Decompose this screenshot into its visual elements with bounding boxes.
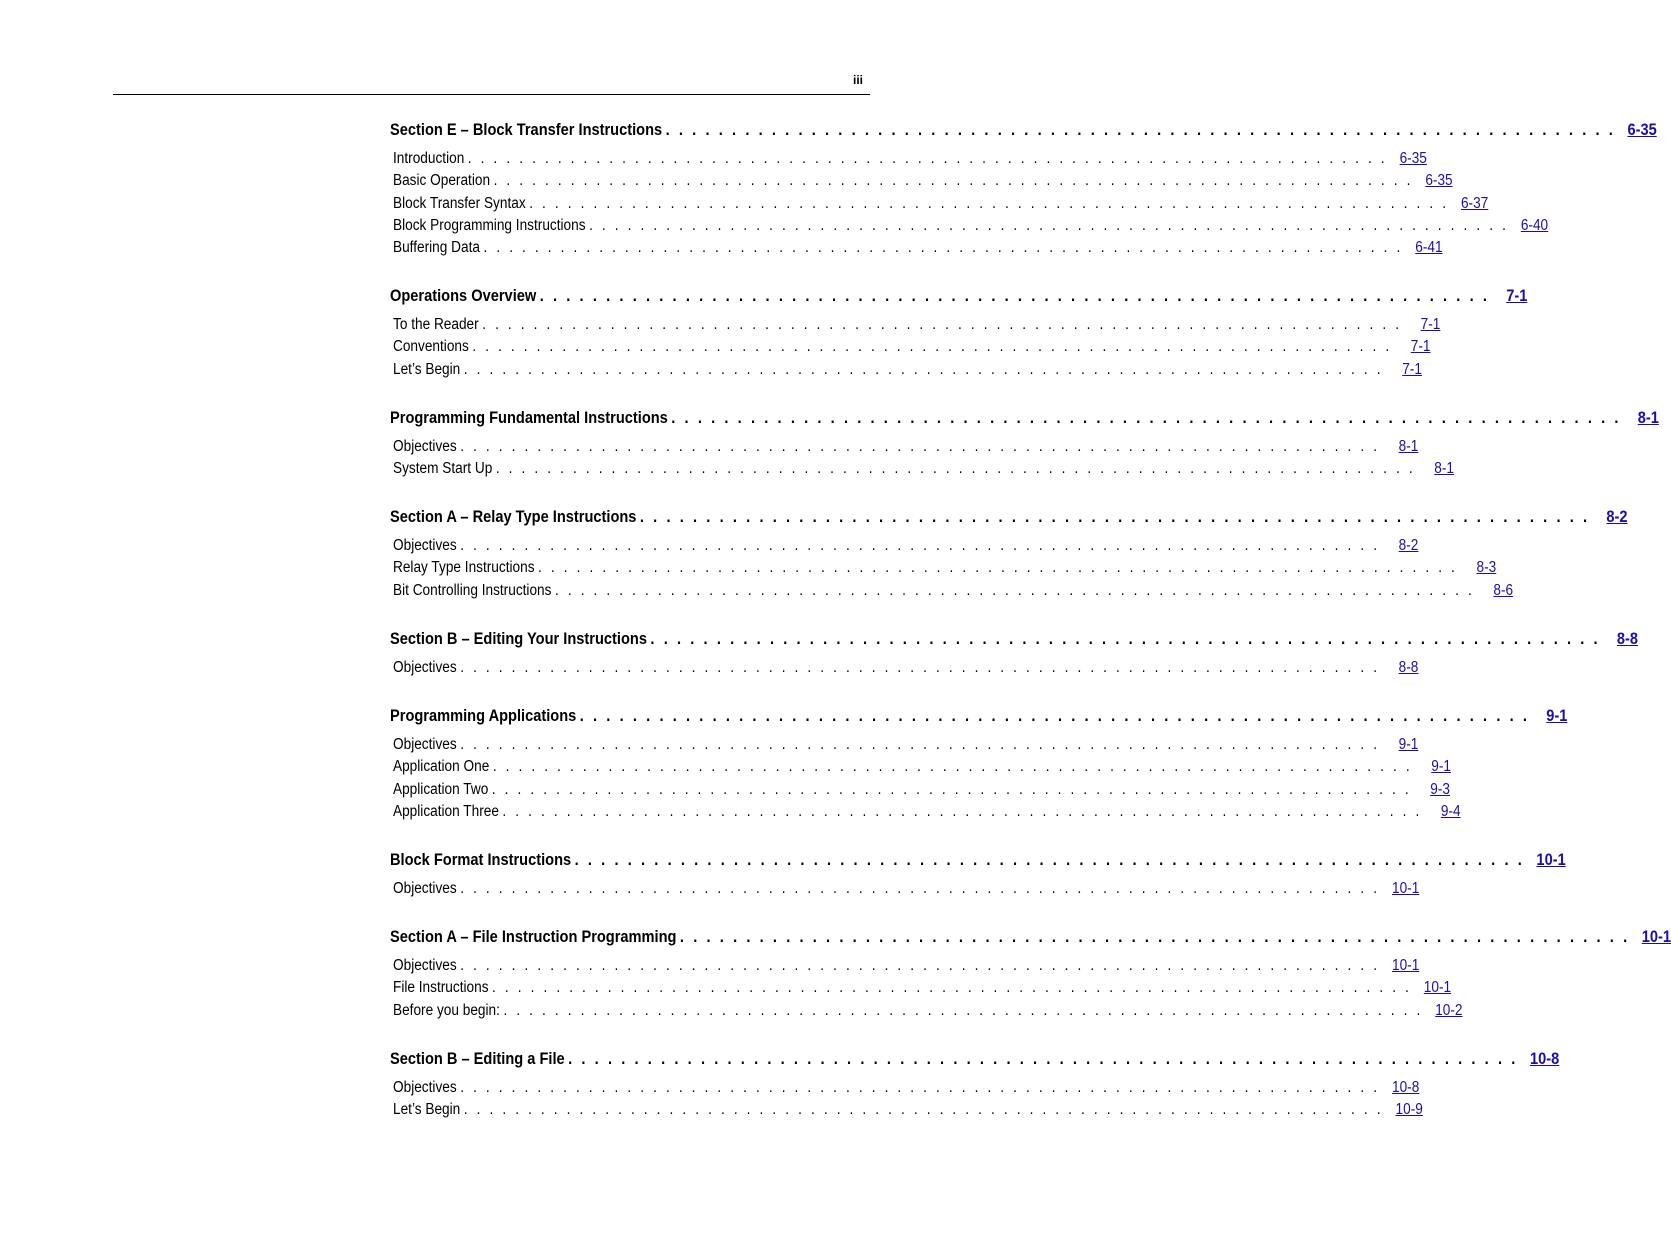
toc-item-title: Application Two [393,780,489,798]
page-number: iii [852,73,863,87]
toc-section-page-link[interactable]: 8-1 [1637,408,1659,427]
toc-item-page-link[interactable]: 6-35 [1399,150,1427,167]
toc-section-heading [390,927,1671,949]
toc-item-title: Objectives [393,537,457,554]
toc-item [393,780,1450,803]
toc-item-page-link[interactable]: 10-2 [1435,1001,1463,1019]
toc-item [393,194,1489,217]
toc-item-title: Buffering Data [393,239,480,257]
dot-leader: . . . . . . . . . . . . . . . . . . . . . . . . . . . . . . . . . . . . . . . . . . . . . . . . . . . . . . . . . . . . . . . . . . . . . . . . [460,880,1380,897]
toc-item-title: Relay Type Instructions [393,559,535,577]
toc-item-title: Let’s Begin [393,360,461,378]
toc-item-title: To the Reader [393,316,479,333]
toc-item [393,1101,1423,1123]
dot-leader: . . . . . . . . . . . . . . . . . . . . . . . . . . . . . . . . . . . . . . . . . . . . . . . . . . . . . . . . . . . . . . . . . . . . . . . . [493,172,1414,190]
dot-leader: . . . . . . . . . . . . . . . . . . . . . . . . . . . . . . . . . . . . . . . . . . . . . . . . . . . . . . . . . . . . . . . . . . . . . . . . [492,979,1412,997]
toc-item-title: Introduction [393,150,465,167]
dot-leader: . . . . . . . . . . . . . . . . . . . . . . . . . . . . . . . . . . . . . . . . . . . . . . . . . . . . . . . . . . . . . . . . . . . . . . . . [492,758,1413,776]
toc-item [393,239,1443,261]
toc-item-title: Bit Controlling Instructions [393,581,552,599]
toc-section-heading [390,120,1657,142]
toc-item-page-link[interactable]: 6-40 [1520,216,1549,234]
toc-item [393,559,1497,581]
toc-item-title: System Start Up [393,460,493,478]
toc-item [393,438,1419,460]
dot-leader: . . . . . . . . . . . . . . . . . . . . . . . . . . . . . . . . . . . . . . . . . . . . . . . . . . . . . . . . . . . . . . . . . . . . . . . . [495,460,1416,478]
toc-item [393,460,1454,482]
toc-section-page-link[interactable]: 7-1 [1506,286,1528,305]
toc-item [393,758,1451,780]
toc-item-page-link[interactable]: 8-1 [1434,460,1454,478]
toc-item-title: Block Transfer Syntax [393,194,526,212]
toc-section-page-link[interactable]: 8-8 [1616,629,1639,648]
toc-section-title: Section B – Editing a File [390,1049,565,1068]
toc-section-title: Programming Applications [390,706,577,725]
toc-item-page-link[interactable]: 6-35 [1425,172,1453,190]
toc-item-page-link[interactable]: 8-1 [1398,438,1419,455]
toc-section-page-link[interactable]: 6-35 [1627,120,1657,139]
toc-section-page-link[interactable]: 9-1 [1546,706,1568,725]
toc-section-title: Section E – Block Transfer Instructions [390,120,663,139]
toc-item-page-link[interactable]: 10-8 [1391,1079,1420,1096]
toc-item-title: Objectives [393,1079,457,1096]
toc-section-page-link[interactable]: 10-8 [1529,1049,1560,1068]
dot-leader: . . . . . . . . . . . . . . . . . . . . . . . . . . . . . . . . . . . . . . . . . . . . . . . . . . . . . . . . . . . . . . . . . . . . . . . . [529,194,1449,212]
toc-section-title: Programming Fundamental Instructions [390,408,668,427]
dot-leader: . . . . . . . . . . . . . . . . . . . . . . . . . . . . . . . . . . . . . . . . . . . . . . . . . . . . . . . . . . . . . . . . . . . . . . . . [482,316,1402,333]
toc-item-page-link[interactable]: 8-6 [1493,581,1514,599]
dot-leader: . . . . . . . . . . . . . . . . . . . . . . . . . . . . . . . . . . . . . . . . . . . . . . . . . . . . . . . . . . . . . . . . . . . . . . . . [671,408,1622,427]
toc-item [393,172,1453,194]
toc-item-title: Objectives [393,736,457,753]
dot-leader: . . . . . . . . . . . . . . . . . . . . . . . . . . . . . . . . . . . . . . . . . . . . . . . . . . . . . . . . . . . . . . . . . . . . . . . . [460,736,1380,753]
dot-leader: . . . . . . . . . . . . . . . . . . . . . . . . . . . . . . . . . . . . . . . . . . . . . . . . . . . . . . . . . . . . . . . . . . . . . . . . [568,1049,1518,1068]
dot-leader: . . . . . . . . . . . . . . . . . . . . . . . . . . . . . . . . . . . . . . . . . . . . . . . . . . . . . . . . . . . . . . . . . . . . . . . . [502,802,1422,820]
dot-leader: . . . . . . . . . . . . . . . . . . . . . . . . . . . . . . . . . . . . . . . . . . . . . . . . . . . . . . . . . . . . . . . . . . . . . . . . [579,706,1530,725]
toc-item-page-link[interactable]: 9-3 [1430,780,1450,798]
toc-item-title: Application Three [393,802,499,820]
toc-section-page-link[interactable]: 10-1 [1536,850,1566,869]
toc-item-title: Objectives [393,957,457,974]
toc-item-page-link[interactable]: 8-2 [1398,537,1419,554]
dot-leader: . . . . . . . . . . . . . . . . . . . . . . . . . . . . . . . . . . . . . . . . . . . . . . . . . . . . . . . . . . . . . . . . . . . . . . . . [463,1101,1384,1119]
toc-item-title: Block Programming Instructions [393,216,586,234]
toc-section-page-link[interactable]: 8-2 [1606,507,1628,526]
toc-item-page-link[interactable]: 8-8 [1398,659,1419,676]
toc-section-title: Section B – Editing Your Instructions [390,629,647,648]
dot-leader: . . . . . . . . . . . . . . . . . . . . . . . . . . . . . . . . . . . . . . . . . . . . . . . . . . . . . . . . . . . . . . . . . . . . . . . . [639,507,1590,526]
toc-item-page-link[interactable]: 7-1 [1410,338,1431,356]
toc-item-title: Application One [393,758,490,776]
toc-item-title: Conventions [393,338,469,356]
dot-leader: . . . . . . . . . . . . . . . . . . . . . . . . . . . . . . . . . . . . . . . . . . . . . . . . . . . . . . . . . . . . . . . . . . . . . . . . [650,629,1601,648]
dot-leader: . . . . . . . . . . . . . . . . . . . . . . . . . . . . . . . . . . . . . . . . . . . . . . . . . . . . . . . . . . . . . . . . . . . . . . . . [503,1001,1423,1019]
toc-section-heading [390,706,1568,728]
dot-leader: . . . . . . . . . . . . . . . . . . . . . . . . . . . . . . . . . . . . . . . . . . . . . . . . . . . . . . . . . . . . . . . . . . . . . . . . [665,120,1616,139]
toc-item-page-link[interactable]: 9-4 [1440,802,1461,820]
dot-leader: . . . . . . . . . . . . . . . . . . . . . . . . . . . . . . . . . . . . . . . . . . . . . . . . . . . . . . . . . . . . . . . . . . . . . . . . [589,216,1509,234]
toc-item [393,360,1422,383]
dot-leader: . . . . . . . . . . . . . . . . . . . . . . . . . . . . . . . . . . . . . . . . . . . . . . . . . . . . . . . . . . . . . . . . . . . . . . . . [538,559,1458,577]
dot-leader: . . . . . . . . . . . . . . . . . . . . . . . . . . . . . . . . . . . . . . . . . . . . . . . . . . . . . . . . . . . . . . . . . . . . . . . . [554,581,1475,599]
toc-item-page-link[interactable]: 9-1 [1398,736,1419,753]
dot-leader: . . . . . . . . . . . . . . . . . . . . . . . . . . . . . . . . . . . . . . . . . . . . . . . . . . . . . . . . . . . . . . . . . . . . . . . . [483,239,1403,257]
toc-item-title: Let’s Begin [393,1101,461,1119]
dot-leader: . . . . . . . . . . . . . . . . . . . . . . . . . . . . . . . . . . . . . . . . . . . . . . . . . . . . . . . . . . . . . . . . . . . . . . . . [460,438,1380,455]
toc-section-title: Operations Overview [390,286,537,305]
toc-item [393,1001,1463,1024]
toc-item [393,150,1427,172]
toc-section-heading [390,408,1659,430]
toc-item [393,957,1420,979]
toc-item-page-link[interactable]: 10-1 [1391,880,1420,897]
toc-item-page-link[interactable]: 10-9 [1395,1101,1423,1119]
dot-leader: . . . . . . . . . . . . . . . . . . . . . . . . . . . . . . . . . . . . . . . . . . . . . . . . . . . . . . . . . . . . . . . . . . . . . . . . [679,927,1630,946]
toc-item-page-link[interactable]: 9-1 [1431,758,1451,776]
toc-section-title: Section A – Relay Type Instructions [390,507,637,526]
toc-item-page-link[interactable]: 10-1 [1391,957,1420,974]
toc-section-heading [390,1049,1560,1071]
toc-item-title: Before you begin: [393,1001,500,1019]
toc-item-page-link[interactable]: 6-41 [1415,239,1443,257]
toc-item-title: File Instructions [393,979,489,997]
dot-leader: . . . . . . . . . . . . . . . . . . . . . . . . . . . . . . . . . . . . . . . . . . . . . . . . . . . . . . . . . . . . . . . . . . . . . . . . [467,150,1388,167]
toc-item-title: Objectives [393,659,457,676]
toc-item [393,316,1441,338]
toc-item-page-link[interactable]: 7-1 [1420,316,1441,333]
toc-item-page-link[interactable]: 7-1 [1402,360,1422,378]
toc-item-title: Objectives [393,438,457,455]
toc-item [393,880,1420,902]
toc-section-title: Section A – File Instruction Programming [390,927,677,946]
toc-item-title: Objectives [393,880,457,897]
dot-leader: . . . . . . . . . . . . . . . . . . . . . . . . . . . . . . . . . . . . . . . . . . . . . . . . . . . . . . . . . . . . . . . . . . . . . . . . [460,659,1380,676]
toc-section-heading [390,629,1639,651]
toc-item [393,338,1431,360]
dot-leader: . . . . . . . . . . . . . . . . . . . . . . . . . . . . . . . . . . . . . . . . . . . . . . . . . . . . . . . . . . . . . . . . . . . . . . . . [460,537,1380,554]
dot-leader: . . . . . . . . . . . . . . . . . . . . . . . . . . . . . . . . . . . . . . . . . . . . . . . . . . . . . . . . . . . . . . . . . . . . . . . . [539,286,1490,305]
dot-leader: . . . . . . . . . . . . . . . . . . . . . . . . . . . . . . . . . . . . . . . . . . . . . . . . . . . . . . . . . . . . . . . . . . . . . . . . [491,780,1412,798]
toc-section-heading [390,286,1528,308]
toc-item [393,802,1461,825]
toc-item [393,979,1452,1001]
toc-item-page-link[interactable]: 8-3 [1476,559,1497,577]
dot-leader: . . . . . . . . . . . . . . . . . . . . . . . . . . . . . . . . . . . . . . . . . . . . . . . . . . . . . . . . . . . . . . . . . . . . . . . . [472,338,1392,356]
dot-leader: . . . . . . . . . . . . . . . . . . . . . . . . . . . . . . . . . . . . . . . . . . . . . . . . . . . . . . . . . . . . . . . . . . . . . . . . [460,1079,1380,1096]
toc-section-heading [390,850,1566,872]
toc-item [393,581,1514,604]
toc-item [393,736,1419,758]
toc-item [393,216,1549,239]
dot-leader: . . . . . . . . . . . . . . . . . . . . . . . . . . . . . . . . . . . . . . . . . . . . . . . . . . . . . . . . . . . . . . . . . . . . . . . . [574,850,1525,869]
toc-item [393,1079,1420,1101]
dot-leader: . . . . . . . . . . . . . . . . . . . . . . . . . . . . . . . . . . . . . . . . . . . . . . . . . . . . . . . . . . . . . . . . . . . . . . . . [460,957,1380,974]
toc-section-page-link[interactable]: 10-1 [1641,927,1671,946]
dot-leader: . . . . . . . . . . . . . . . . . . . . . . . . . . . . . . . . . . . . . . . . . . . . . . . . . . . . . . . . . . . . . . . . . . . . . . . . [463,360,1384,378]
toc-item-page-link[interactable]: 6-37 [1460,194,1489,212]
toc-section-title: Block Format Instructions [390,850,572,869]
toc-item-title: Basic Operation [393,172,491,190]
header-rule [113,94,870,95]
toc-item [393,537,1419,559]
toc-section-heading [390,507,1628,529]
toc-item [393,659,1419,681]
toc-item-page-link[interactable]: 10-1 [1423,979,1452,997]
